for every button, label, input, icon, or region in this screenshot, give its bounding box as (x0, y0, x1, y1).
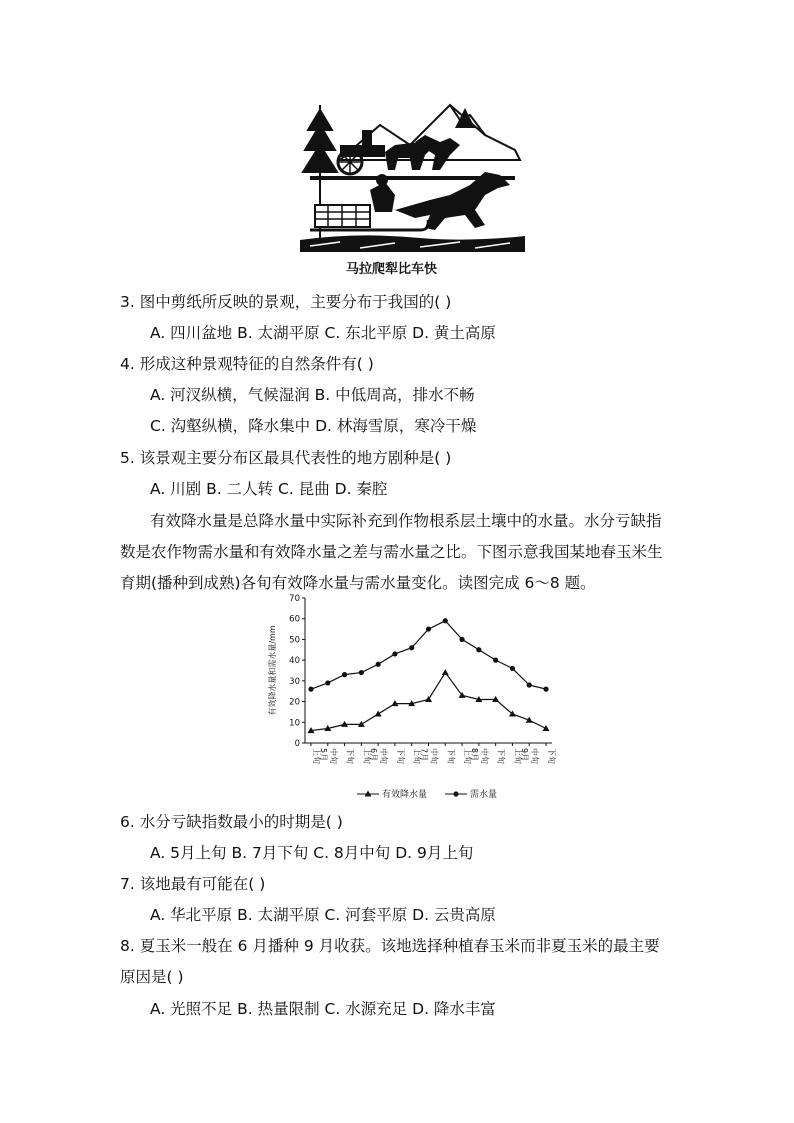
x-tick-label: 上旬 (412, 748, 422, 764)
intro-line-2: 数是农作物需水量和有效降水量之差与需水量之比。下图示意我国某地春玉米生 (120, 543, 663, 561)
question-4-options-row2: C. 沟壑纵横，降水集中 D. 林海雪原，寒冷干燥 (150, 417, 477, 435)
demand-point (510, 666, 515, 671)
question-4-stem: 4. 形成这种景观特征的自然条件有( ) (120, 355, 374, 373)
demand-point (359, 670, 364, 675)
legend-label: 需水量 (470, 790, 498, 800)
y-tick-label: 60 (289, 614, 300, 625)
x-tick-label: 上旬 (362, 748, 372, 764)
question-7-options: A. 华北平原 B. 太湖平原 C. 河套平原 D. 云贵高原 (150, 906, 496, 924)
y-tick-label: 0 (294, 739, 300, 749)
demand-point (376, 662, 381, 667)
demand-point (308, 687, 313, 692)
x-tick-label: 上旬 (513, 748, 523, 764)
y-tick-label: 70 (289, 594, 300, 604)
demand-point (476, 647, 481, 652)
rainfall-point (425, 696, 432, 702)
y-tick-label: 40 (289, 656, 300, 667)
demand-point (443, 618, 448, 623)
question-8-stem-line-1: 8. 夏玉米一般在 6 月播种 9 月收获。该地选择种植春玉米而非夏玉米的最主要 (120, 937, 660, 955)
x-tick-label: 中旬 (479, 748, 489, 764)
x-tick-label: 上旬 (312, 748, 321, 764)
legend-label: 有效降水量 (382, 790, 428, 800)
question-8-options: A. 光照不足 B. 热量限制 C. 水源充足 D. 降水丰富 (150, 1000, 496, 1018)
y-tick-label: 20 (289, 697, 300, 708)
question-7-stem: 7. 该地最有可能在( ) (120, 875, 266, 893)
question-3-stem: 3. 图中剪纸所反映的景观，主要分布于我国的( ) (120, 293, 452, 311)
x-tick-label: 下旬 (395, 748, 405, 764)
demand-point (543, 687, 548, 692)
month-label: 7月 (419, 748, 429, 762)
x-tick-label: 下旬 (446, 748, 456, 764)
demand-point (459, 637, 464, 642)
x-tick-label: 下旬 (345, 748, 355, 764)
x-tick-label: 中旬 (429, 748, 439, 764)
question-5-options: A. 川剧 B. 二人转 C. 昆曲 D. 秦腔 (150, 480, 388, 498)
question-3-options: A. 四川盆地 B. 太湖平原 C. 东北平原 D. 黄土高原 (150, 324, 496, 342)
water-chart (262, 592, 562, 804)
month-label: 9月 (520, 748, 530, 762)
y-tick-label: 30 (289, 676, 300, 687)
demand-point (342, 672, 347, 677)
x-tick-label: 下旬 (547, 748, 556, 764)
demand-point (325, 680, 330, 685)
intro-line-1: 有效降水量是总降水量中实际补充到作物根系层土壤中的水量。水分亏缺指 (150, 512, 662, 530)
demand-point (409, 645, 414, 650)
question-5-stem: 5. 该景观主要分布区最具代表性的地方剧种是( ) (120, 449, 452, 467)
demand-point (426, 626, 431, 631)
legend-circle-marker (453, 791, 458, 796)
question-6-stem: 6. 水分亏缺指数最小的时期是( ) (120, 813, 343, 831)
month-label: 6月 (369, 748, 379, 762)
question-4-options-row1: A. 河汊纵横，气候湿润 B. 中低周高，排水不畅 (150, 386, 475, 404)
x-tick-label: 上旬 (463, 748, 473, 764)
month-label: 8月 (469, 748, 479, 762)
x-tick-label: 中旬 (379, 748, 389, 764)
y-axis-label: 有效降水量和需水量/mm (268, 625, 277, 716)
demand-point (527, 682, 532, 687)
y-tick-label: 50 (289, 635, 300, 646)
x-tick-label: 下旬 (496, 748, 506, 764)
demand-point (392, 651, 397, 656)
month-label: 5月 (318, 748, 328, 762)
x-tick-label: 中旬 (530, 748, 540, 764)
papercut-caption: 马拉爬犁比车快 (346, 262, 438, 277)
question-6-options: A. 5月上旬 B. 7月下旬 C. 8月中旬 D. 9月上旬 (150, 844, 474, 862)
y-tick-label: 10 (289, 718, 300, 729)
demand-point (493, 658, 498, 663)
question-8-stem-line-2: 原因是( ) (120, 968, 184, 986)
papercut-illustration (300, 100, 525, 252)
rainfall-point (375, 711, 382, 717)
intro-line-3: 育期(播种到成熟)各旬有效降水量与需水量变化。读图完成 6～8 题。 (120, 574, 596, 592)
x-tick-label: 中旬 (328, 748, 338, 764)
rainfall-point (442, 669, 449, 675)
rainfall-point (543, 725, 550, 731)
